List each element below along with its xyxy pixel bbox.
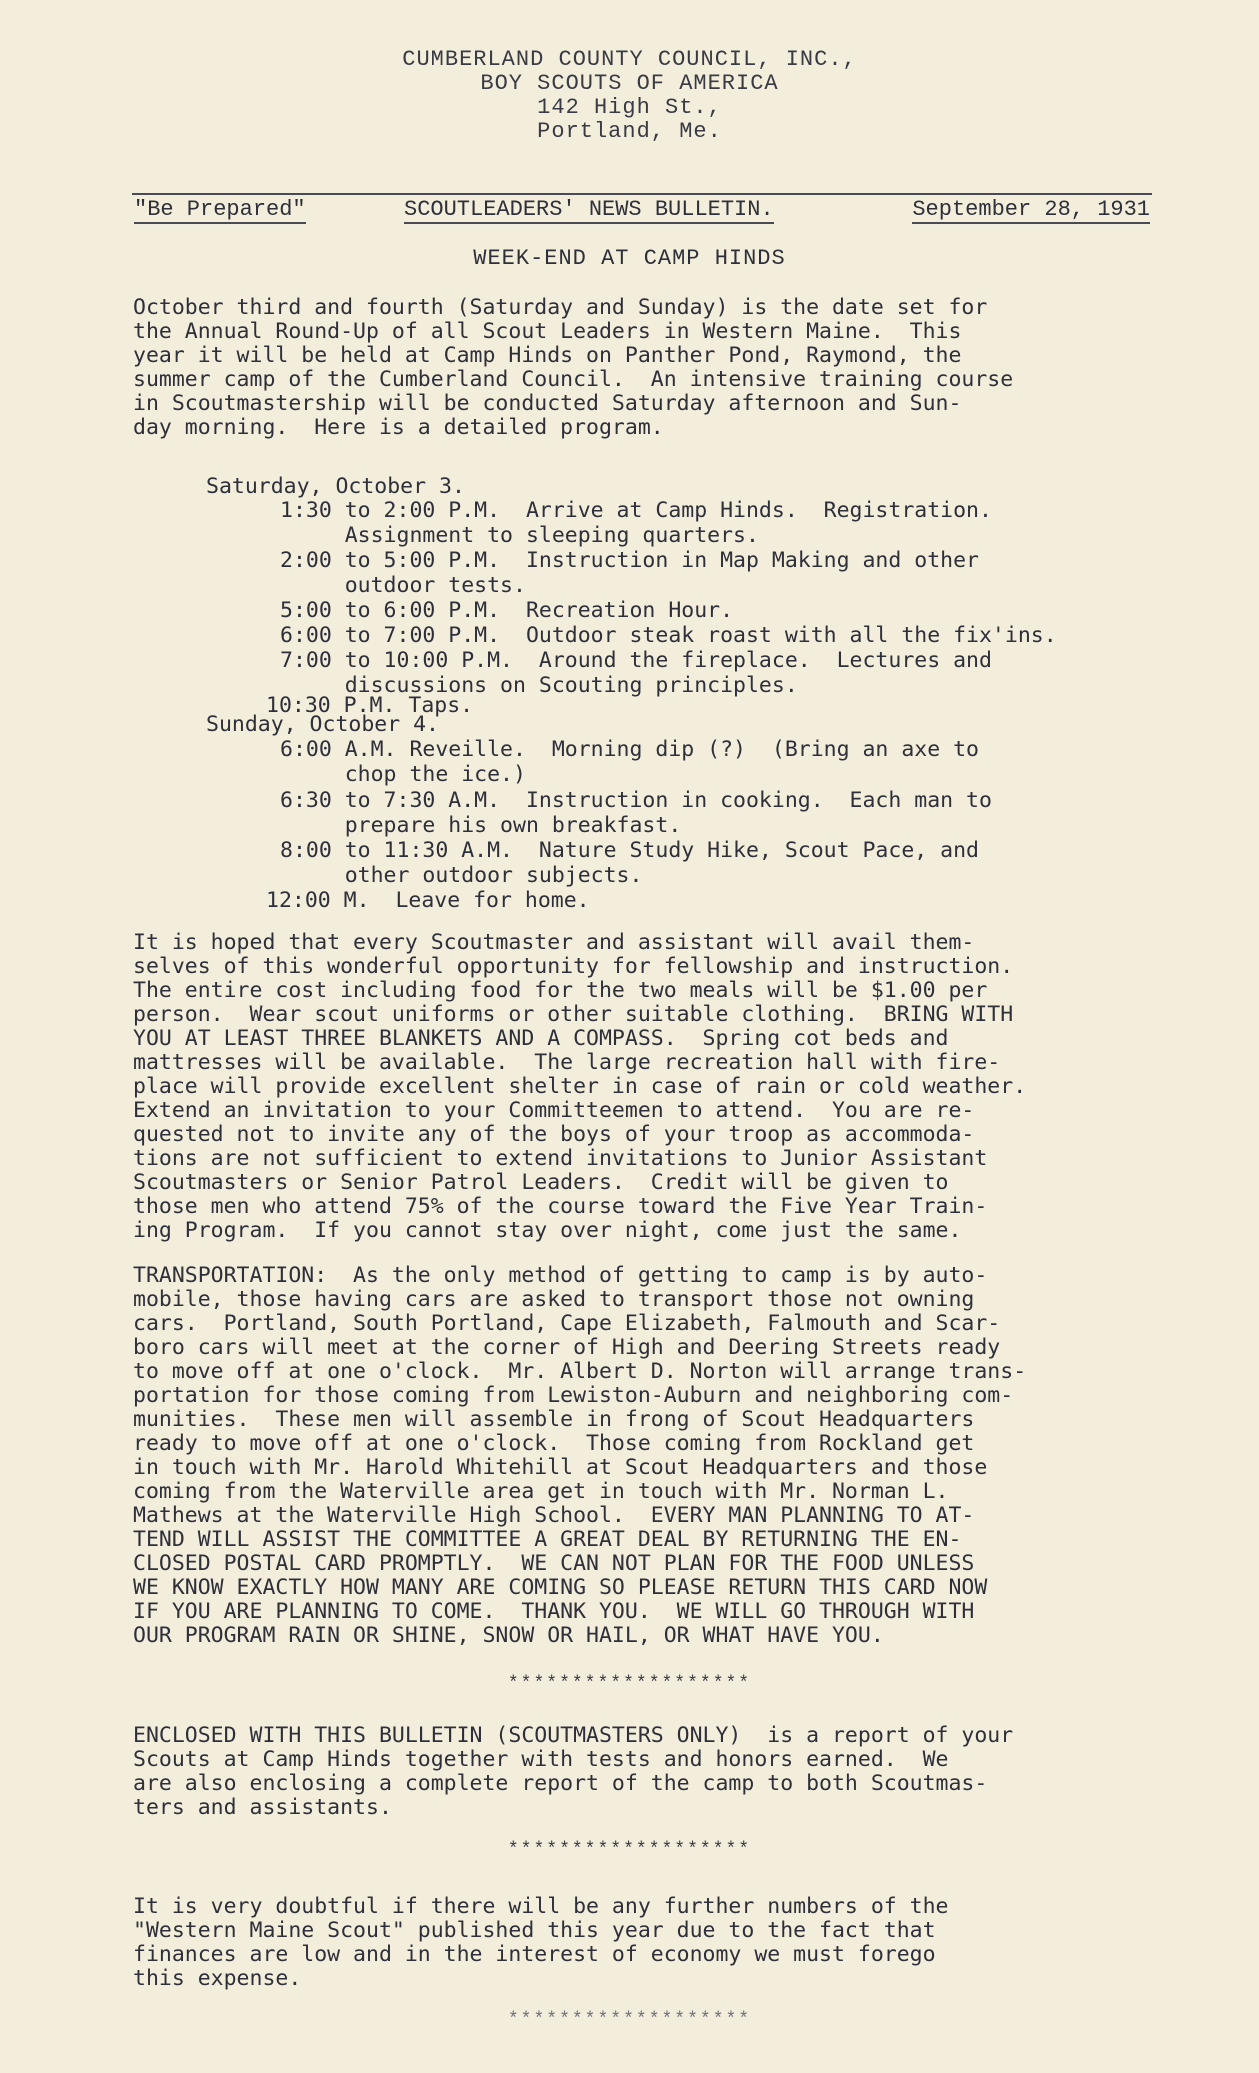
schedule-item: 1:30 to 2:00 P.M. Arrive at Camp Hinds. Registration. Assignment to sleeping quarters. (280, 498, 992, 548)
city-address: Portland, Me. (537, 119, 722, 144)
cost-paragraph: It is hoped that every Scoutmaster and assistant will avail them- selves of this wonderful opportunity for fellowship and instruction. The entire cost including food for the two meals will be $1.00 per person. Wear scout uniforms or other suitable clothing. BRING WITH YOU AT LEAST THREE BLANKETS AND A COMPASS. Spring cot beds and mattresses will be available. The large recreation hall with fire- place will provide excellent shelter in case of rain or cold weather. Extend an invitation to your Committeemen to attend. You are re- quested not to invite any of the boys of your troop as accommoda- tions are not sufficient to extend invitations to Junior Assistant Scoutmasters or Senior Patrol Leaders. Credit will be given to those men who attend 75% of the course toward the Five Year Train- ing Program. If you cannot stay over night, come just the same. (133, 930, 1027, 1243)
street-address: 142 High St., (537, 95, 722, 120)
schedule-item: 7:00 to 10:00 P.M. Around the fireplace. Lectures and discussions on Scouting principles. (280, 648, 992, 698)
organization-name: BOY SCOUTS OF AMERICA (480, 71, 779, 96)
sunday-heading: Sunday, October 4. (206, 712, 439, 737)
schedule-item: 12:00 M. Leave for home. (266, 888, 590, 913)
schedule-item: 5:00 to 6:00 P.M. Recreation Hour. (280, 598, 734, 623)
intro-paragraph: October third and fourth (Saturday and Sunday) is the date set for the Annual Round-Up of all Scout Leaders in Western Maine. This year it will be held at Camp Hinds on Panther Pond, Raymond, the summer camp of the Cumberland Council. An intensive training course in Scoutmastership will be conducted Saturday afternoon and Sun- day morning. Here is a detailed program. (133, 295, 1014, 440)
schedule-item: 6:30 to 7:30 A.M. Instruction in cooking. Each man to prepare his own breakfast. (280, 788, 992, 838)
schedule-item: 6:00 A.M. Reveille. Morning dip (?) (Bring an axe to chop the ice.) (280, 737, 979, 787)
star-divider: ******************* (507, 1840, 752, 1860)
schedule-item: 10:30 P.M. Taps. (266, 693, 474, 718)
transportation-paragraph: TRANSPORTATION: As the only method of getting to camp is by auto- mobile, those having cars are asked to transport those not owning cars. Portland, South Portland, Cape Elizabeth, Falmouth and Scar- boro cars will meet at the corner of High and Deering Streets ready to move off at one o'clock. Mr. Albert D. Norton will arrange trans- portation for those coming from Lewiston-Auburn and neighboring com- munities. These men will assemble in frong of Scout Headquarters ready to move off at one o'clock. Those coming from Rockland get in touch with Mr. Harold Whitehill at Scout Headquarters and those coming from the Waterville area get in touch with Mr. Norman L. Mathews at the Waterville High School. EVERY MAN PLANNING TO AT- TEND WILL ASSIST THE COMMITTEE A GREAT DEAL BY RETURNING THE EN- CLOSED POSTAL CARD PROMPTLY. WE CAN NOT PLAN FOR THE FOOD UNLESS WE KNOW EXACTLY HOW MANY ARE COMING SO PLEASE RETURN THIS CARD NOW IF YOU ARE PLANNING TO COME. THANK YOU. WE WILL GO THROUGH WITH OUR PROGRAM RAIN OR SHINE, SNOW OR HAIL, OR WHAT HAVE YOU. (133, 1263, 1027, 1648)
star-divider: ******************* (507, 1674, 752, 1694)
enclosed-paragraph: ENCLOSED WITH THIS BULLETIN (SCOUTMASTERS ONLY) is a report of your Scouts at Camp Hinds together with tests and honors earned. We are also enclosing a complete report of the camp to both Scoutmas- ters and assistants. (133, 1723, 1014, 1820)
final-paragraph: It is very doubtful if there will be any further numbers of the "Western Maine Scout" published this year due to the fact that finances are low and in the interest of economy we must forego this expense. (133, 1894, 949, 1991)
schedule-item: 6:00 to 7:00 P.M. Outdoor steak roast with all the fix'ins. (280, 623, 1057, 648)
article-title: WEEK-END AT CAMP HINDS (473, 246, 786, 271)
saturday-heading: Saturday, October 3. (206, 474, 465, 499)
bulletin-name: SCOUTLEADERS' NEWS BULLETIN. (404, 197, 774, 222)
schedule-item: 8:00 to 11:30 A.M. Nature Study Hike, Scout Pace, and other outdoor subjects. (280, 838, 979, 888)
star-divider: ******************* (507, 2010, 752, 2030)
motto: "Be Prepared" (134, 197, 306, 222)
bulletin-date: September 28, 1931 (912, 197, 1150, 222)
council-name: CUMBERLAND COUNTY COUNCIL, INC., (402, 47, 857, 72)
bulletin-banner (134, 198, 1150, 224)
schedule-item: 2:00 to 5:00 P.M. Instruction in Map Making and other outdoor tests. (280, 548, 979, 598)
top-rule (132, 193, 1152, 195)
